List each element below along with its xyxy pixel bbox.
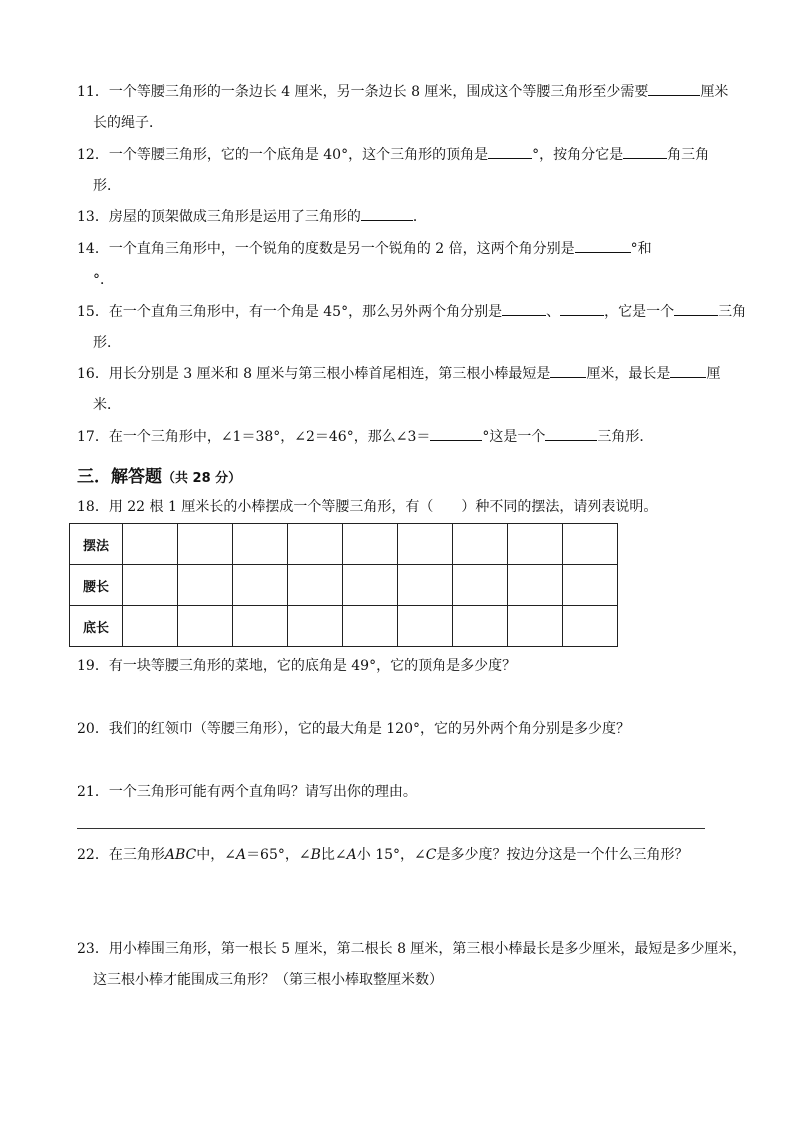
- answer-blank[interactable]: [670, 363, 706, 378]
- answer-blank[interactable]: [361, 206, 413, 221]
- table-cell[interactable]: [123, 524, 178, 565]
- question-15-cont: 形．: [93, 335, 121, 351]
- table-cell[interactable]: [288, 565, 343, 606]
- question-18: 18．用 22 根 1 厘米长的小棒摆成一个等腰三角形，有（ ）种不同的摆法，请列表说明。: [77, 499, 658, 515]
- table-cell[interactable]: [453, 565, 508, 606]
- table-cell[interactable]: [398, 606, 453, 647]
- table-row: [70, 524, 618, 565]
- answer-line[interactable]: [77, 828, 705, 829]
- table-cell[interactable]: [288, 606, 343, 647]
- question-22: 22．在三角形ABC中，∠A＝65°，∠B比∠A小 15°，∠C是多少度？按边分这是一个什么三角形？: [77, 847, 689, 863]
- question-23: 23．用小棒围三角形，第一根长 5 厘米，第二根长 8 厘米，第三根小棒最长是多少厘米，最短是多少厘米，: [77, 941, 747, 957]
- table-cell[interactable]: [398, 565, 453, 606]
- answer-blank[interactable]: [648, 81, 700, 96]
- answer-blank[interactable]: [545, 426, 597, 441]
- table-cell[interactable]: [398, 524, 453, 565]
- table-cell[interactable]: [178, 565, 233, 606]
- question-16: 16．用长分别是 3 厘米和 8 厘米与第三根小棒首尾相连，第三根小棒最短是 厘米，最长是 厘: [77, 363, 724, 384]
- question-12-cont: 形．: [93, 178, 121, 194]
- question-15: 15．在一个直角三角形中，有一个角是 45°，那么另外两个角分别是 、 ，它是一个 三角: [77, 301, 724, 322]
- table-cell[interactable]: [508, 606, 563, 647]
- question-20: 20．我们的红领巾（等腰三角形），它的最大角是 120°，它的另外两个角分别是多少度？: [77, 721, 630, 737]
- section-heading: 三．解答题（共 28 分）: [77, 467, 242, 487]
- table-cell[interactable]: [233, 606, 288, 647]
- row-header: 腰长: [70, 565, 123, 606]
- answer-blank[interactable]: [488, 144, 532, 159]
- answer-blank[interactable]: [430, 426, 482, 441]
- table-cell[interactable]: [508, 524, 563, 565]
- question-19: 19．有一块等腰三角形的菜地，它的底角是 49°，它的顶角是多少度？: [77, 658, 517, 674]
- table-cell[interactable]: [233, 565, 288, 606]
- row-header: 底长: [70, 606, 123, 647]
- answer-blank[interactable]: [550, 363, 586, 378]
- answer-blank[interactable]: [502, 301, 546, 316]
- question-11-cont: 长的绳子．: [93, 115, 163, 131]
- table-cell[interactable]: [453, 606, 508, 647]
- table-row: [70, 606, 618, 647]
- answer-blank[interactable]: [575, 238, 631, 253]
- table-cell[interactable]: [178, 524, 233, 565]
- answer-table: [69, 523, 618, 647]
- table-cell[interactable]: [508, 565, 563, 606]
- table-cell[interactable]: [453, 524, 508, 565]
- table-cell[interactable]: [343, 606, 398, 647]
- table-cell[interactable]: [343, 524, 398, 565]
- table-cell[interactable]: [123, 606, 178, 647]
- table-cell[interactable]: [563, 524, 618, 565]
- table-row: [70, 565, 618, 606]
- table-cell[interactable]: [123, 565, 178, 606]
- table-cell[interactable]: [178, 606, 233, 647]
- table-cell[interactable]: [288, 524, 343, 565]
- row-header: 摆法: [70, 524, 123, 565]
- table-cell[interactable]: [233, 524, 288, 565]
- question-14-cont: °．: [93, 272, 114, 288]
- question-16-cont: 米．: [93, 397, 121, 413]
- answer-blank[interactable]: [674, 301, 718, 316]
- question-13: 13．房屋的顶架做成三角形是运用了三角形的 ．: [77, 206, 724, 227]
- question-14: 14．一个直角三角形中，一个锐角的度数是另一个锐角的 2 倍，这两个角分别是 °和: [77, 238, 724, 259]
- question-11: 11．一个等腰三角形的一条边长 4 厘米，另一条边长 8 厘米，围成这个等腰三角形至少需要 厘米: [77, 81, 724, 102]
- question-21: 21．一个三角形可能有两个直角吗？请写出你的理由。: [77, 784, 417, 800]
- answer-blank[interactable]: [623, 144, 667, 159]
- question-12: 12．一个等腰三角形，它的一个底角是 40°，这个三角形的顶角是 °，按角分它是 角三角: [77, 144, 724, 165]
- question-17: 17．在一个三角形中，∠1＝38°，∠2＝46°，那么∠3＝ °这是一个 三角形．: [77, 426, 724, 447]
- table-cell[interactable]: [343, 565, 398, 606]
- table-cell[interactable]: [563, 565, 618, 606]
- question-23-cont: 这三根小棒才能围成三角形？（第三根小棒取整厘米数）: [93, 972, 443, 988]
- answer-blank[interactable]: [560, 301, 604, 316]
- table-cell[interactable]: [563, 606, 618, 647]
